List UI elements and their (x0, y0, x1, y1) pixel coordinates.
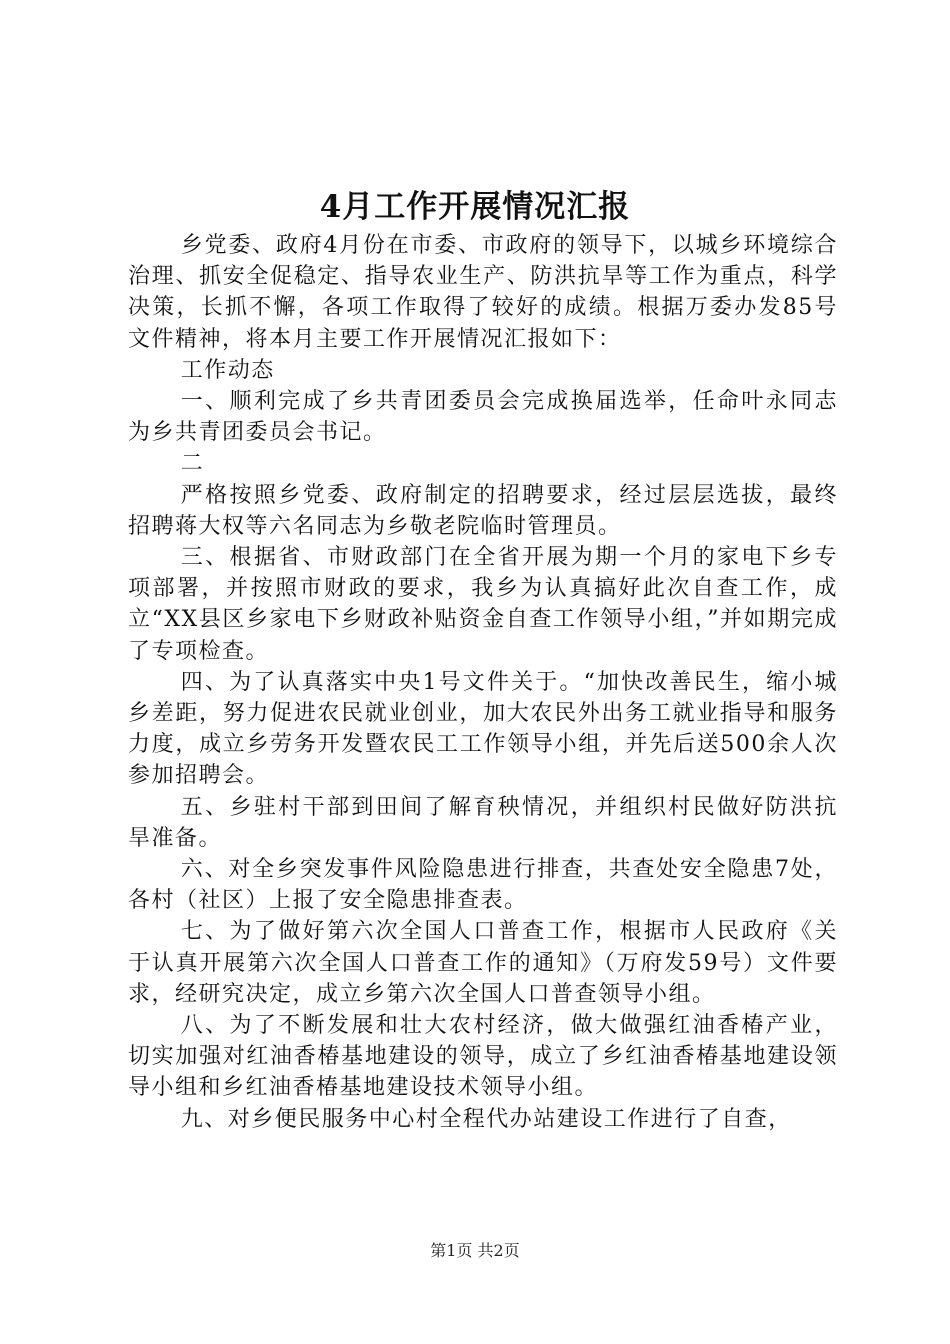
paragraph-item-2: 严格按照乡党委、政府制定的招聘要求，经过层层选拔，最终招聘蒋大权等六名同志为乡敬老院临时管理员。 (128, 482, 838, 539)
paragraph-item-2-number: 二 (180, 451, 205, 477)
paragraph-item-6: 六、对全乡突发事件风险隐患进行排查，共查处安全隐患7处，各村（社区）上报了安全隐患排查表。 (128, 857, 838, 914)
paragraph-item-5: 五、乡驻村干部到田间了解育秧情况，并组织村民做好防洪抗旱准备。 (128, 794, 838, 851)
paragraph-intro: 乡党委、政府4月份在市委、市政府的领导下，以城乡环境综合治理、抓安全促稳定、指导农业生产、防洪抗旱等工作为重点，科学决策，长抓不懈，各项工作取得了较好的成绩。根据万委办发85号文件精神，将本月主要工作开展情况汇报如下： (128, 233, 838, 352)
paragraph-item-8: 八、为了不断发展和壮大农村经济，做大做强红油香椿产业，切实加强对红油香椿基地建设的领导，成立了乡红油香椿基地建设领导小组和乡红油香椿基地建设技术领导小组。 (128, 1013, 838, 1101)
paragraph-item-9: 九、对乡便民服务中心村全程代办站建设工作进行了自查， (180, 1106, 792, 1132)
document-title: 4月工作开展情况汇报 (319, 189, 631, 225)
document-body (128, 230, 838, 1135)
paragraph-section-heading: 工作动态 (180, 357, 275, 383)
paragraph-item-7: 七、为了做好第六次全国人口普查工作，根据市人民政府《关于认真开展第六次全国人口普查工作的通知》（万府发59号）文件要求，经研究决定，成立乡第六次全国人口普查领导小组。 (128, 919, 838, 1007)
paragraph-item-3: 三、根据省、市财政部门在全省开展为期一个月的家电下乡专项部署，并按照市财政的要求，我乡为认真搞好此次自查工作，成立“XX县区乡家电下乡财政补贴资金自查工作领导小组，”并如期完成了专项检查。 (128, 545, 838, 664)
paragraph-item-1: 一、顺利完成了乡共青团委员会完成换届选举，任命叶永同志为乡共青团委员会书记。 (128, 389, 838, 446)
page-footer: 第1页 共2页 (430, 1241, 520, 1260)
paragraph-item-4: 四、为了认真落实中央1号文件关于。“加快改善民生，缩小城乡差距，努力促进农民就业创业，加大农民外出务工就业指导和服务力度，成立乡劳务开发暨农民工工作领导小组，并先后送500余人次参加招聘会。 (128, 669, 838, 789)
